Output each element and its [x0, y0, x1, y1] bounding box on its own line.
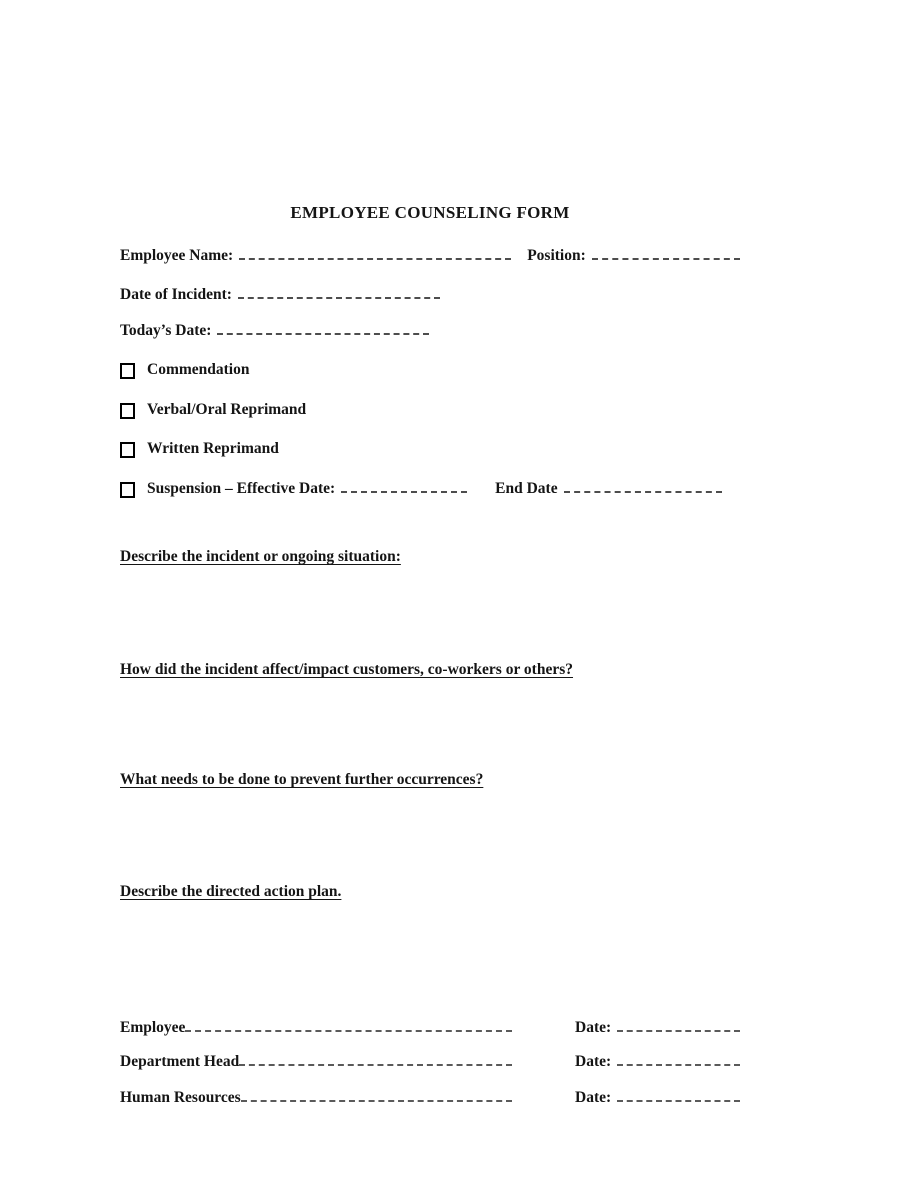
employee-name-label: Employee Name: [120, 247, 234, 264]
position-input[interactable] [592, 245, 740, 260]
suspension-label: Suspension – Effective Date: [147, 480, 336, 497]
employee-signature-label: Employee [120, 1019, 186, 1036]
employee-signature-input[interactable] [185, 1018, 512, 1032]
department-head-date-label: Date: [575, 1053, 612, 1070]
end-date-label: End Date [495, 480, 558, 497]
question-describe-incident: Describe the incident or ongoing situation: [120, 548, 401, 565]
date-of-incident-label: Date of Incident: [120, 286, 232, 303]
question-prevent-occurrences: What needs to be done to prevent further occurrences? [120, 771, 484, 788]
signature-row-human-resources [120, 1088, 740, 1108]
suspension-effective-date-input[interactable] [341, 478, 467, 493]
employee-name-input[interactable] [239, 245, 511, 260]
employee-name-position-row [120, 245, 740, 266]
department-head-signature-input[interactable] [239, 1052, 512, 1066]
date-of-incident-input[interactable] [238, 284, 440, 299]
checkbox-row-written-reprimand [120, 439, 740, 459]
checkbox-row-suspension [120, 478, 740, 499]
signature-row-employee [120, 1018, 740, 1038]
human-resources-signature-input[interactable] [241, 1088, 512, 1102]
written-reprimand-label: Written Reprimand [147, 440, 279, 457]
employee-date-label: Date: [575, 1019, 612, 1036]
checkbox-row-verbal-oral-reprimand [120, 400, 740, 420]
employee-date-input[interactable] [617, 1018, 740, 1032]
department-head-date-input[interactable] [617, 1052, 740, 1066]
human-resources-date-label: Date: [575, 1089, 612, 1106]
suspension-end-date-input[interactable] [564, 478, 722, 493]
todays-date-row [120, 320, 740, 341]
commendation-checkbox[interactable] [120, 363, 135, 379]
human-resources-signature-label: Human Resources [120, 1089, 241, 1106]
checkbox-row-commendation [120, 360, 740, 380]
written-reprimand-checkbox[interactable] [120, 442, 135, 458]
todays-date-label: Today’s Date: [120, 322, 212, 339]
human-resources-date-input[interactable] [617, 1088, 740, 1102]
verbal-oral-reprimand-label: Verbal/Oral Reprimand [147, 401, 307, 418]
question-directed-action-plan: Describe the directed action plan. [120, 883, 342, 900]
date-of-incident-row [120, 284, 740, 305]
department-head-signature-label: Department Head [120, 1053, 240, 1070]
todays-date-input[interactable] [217, 320, 429, 335]
commendation-label: Commendation [147, 361, 250, 378]
signature-row-department-head [120, 1052, 740, 1072]
question-incident-impact: How did the incident affect/impact customers, co-workers or others? [120, 661, 574, 678]
verbal-oral-reprimand-checkbox[interactable] [120, 403, 135, 419]
page-title: EMPLOYEE COUNSELING FORM [290, 203, 570, 222]
suspension-checkbox[interactable] [120, 482, 135, 498]
position-label: Position: [527, 247, 586, 264]
